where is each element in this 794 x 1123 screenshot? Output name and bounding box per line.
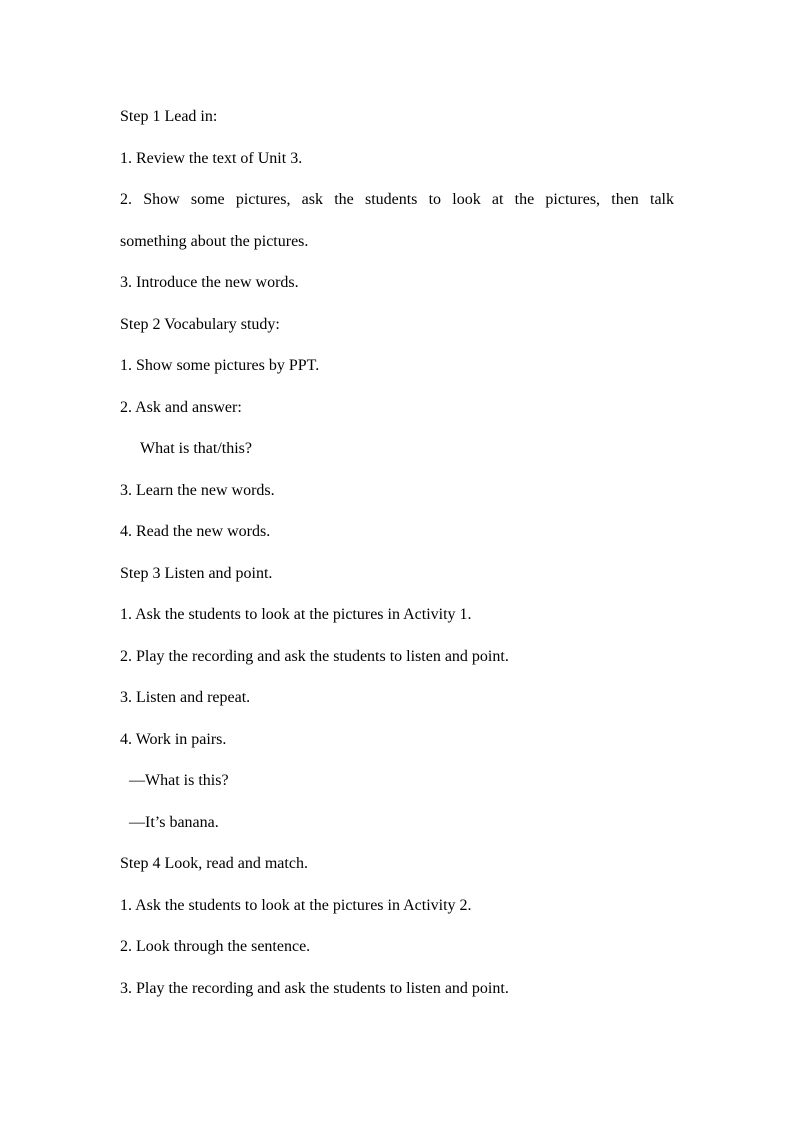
step-3-item-1: 1. Ask the students to look at the pictures in Activity 1. <box>120 606 472 623</box>
step-1-item-1: 1. Review the text of Unit 3. <box>120 149 303 167</box>
step-1-item-2-continued: something about the pictures. <box>120 232 309 250</box>
step-2-heading: Step 2 Vocabulary study: <box>120 315 280 333</box>
step-2-item-1: 1. Show some pictures by PPT. <box>120 357 320 374</box>
step-1-item-3: 3. Introduce the new words. <box>120 274 299 291</box>
dialogue-answer: —It’s banana. <box>129 813 219 831</box>
step-4-heading: Step 4 Look, read and match. <box>120 855 308 872</box>
step-4-item-3: 3. Play the recording and ask the students to listen and point. <box>120 979 509 997</box>
step-2-item-2-example: What is that/this? <box>140 440 252 457</box>
step-3-heading: Step 3 Listen and point. <box>120 564 273 582</box>
step-3-item-4: 4. Work in pairs. <box>120 730 227 748</box>
step-4-item-1: 1. Ask the students to look at the pictures in Activity 2. <box>120 896 472 914</box>
step-2-item-4: 4. Read the new words. <box>120 523 271 540</box>
step-2-item-3: 3. Learn the new words. <box>120 481 275 499</box>
step-1-item-2: 2. Show some pictures, ask the students to look at the pictures, then talk <box>120 191 674 208</box>
step-4-item-2: 2. Look through the sentence. <box>120 938 311 955</box>
step-2-item-2: 2. Ask and answer: <box>120 398 242 416</box>
document-body <box>120 104 674 1017</box>
step-3-item-3: 3. Listen and repeat. <box>120 689 251 706</box>
step-1-heading: Step 1 Lead in: <box>120 108 218 125</box>
dialogue-question: —What is this? <box>129 772 229 789</box>
step-3-item-2: 2. Play the recording and ask the students to listen and point. <box>120 647 509 665</box>
